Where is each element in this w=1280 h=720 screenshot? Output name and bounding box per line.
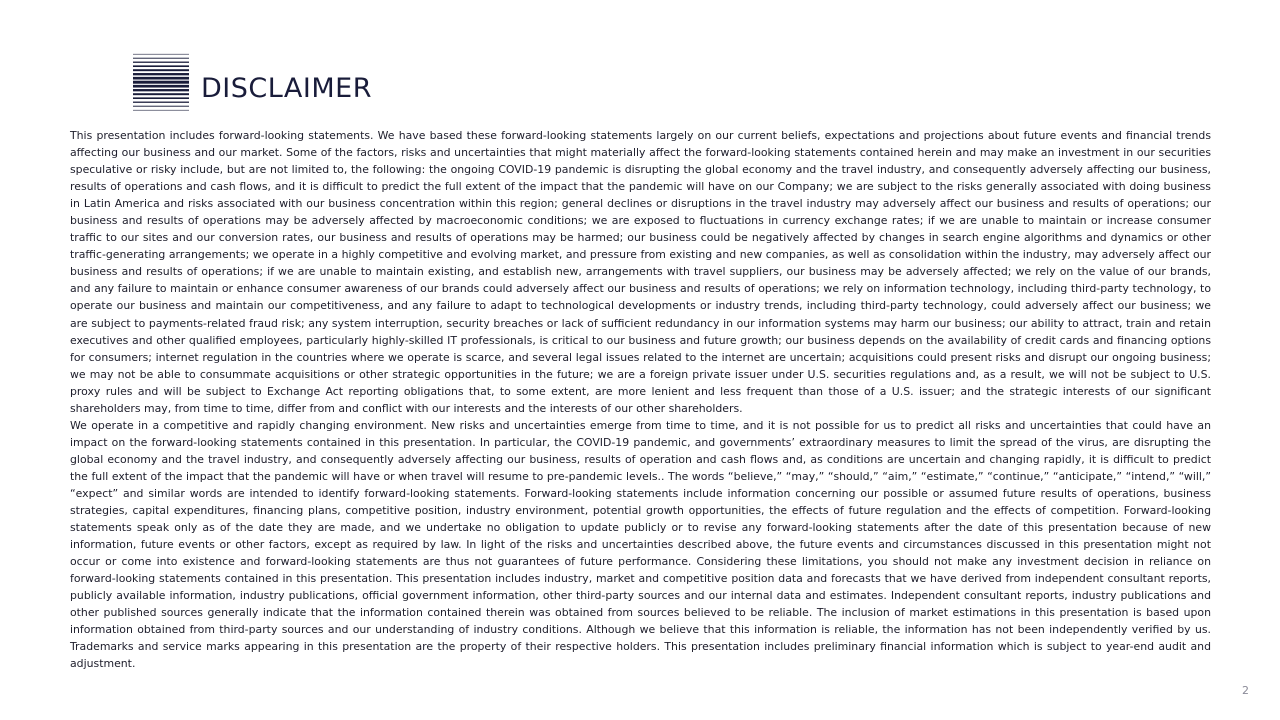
logo-stripe: [133, 73, 189, 75]
disclaimer-paragraph-1: This presentation includes forward-looking statements. We have based these forward-looking statements largely on our current beliefs, expectations and projections about future events and financial trends affecting our business and our market. Some of the factors, risks and uncertainties that might materially affect the forward-looking statements contained herein and may make an investment in our securities speculative or risky include, but are not limited to, the following: the ongoing COVID-19 pandemic is disrupting the global economy and the travel industry, and consequently adversely affecting our business, results of operations and cash flows, and it is difficult to predict the full extent of the impact that the pandemic will have on our Company; we are subject to the risks generally associated with doing business in Latin America and risks associated with our business concentration within this region; general declines or disruptions in the travel industry may adversely affect our business and results of operations; our business and results of operations may be adversely affected by macroeconomic conditions; we are exposed to fluctuations in currency exchange rates; if we are unable to maintain or increase consumer traffic to our sites and our conversion rates, our business and results of operations may be harmed; our business could be negatively affected by changes in search engine algorithms and dynamics or other traffic-generating arrangements; we operate in a highly competitive and evolving market, and pressure from existing and new companies, as well as consolidation within the industry, may adversely affect our business and results of operations; if we are unable to maintain existing, and establish new, arrangements with travel suppliers, our business may be adversely affected; we rely on the value of our brands, and any failure to maintain or enhance consumer awareness of our brands could adversely affect our business and results of operations; we rely on information technology, including third-party technology, to operate our business and maintain our competitiveness, and any failure to adapt to technological developments or industry trends, including third-party technology, could adversely affect our business; we are subject to payments-related fraud risk; any system interruption, security breaches or lack of sufficient redundancy in our information systems may harm our business; our ability to attract, train and retain executives and other qualified employees, particularly highly-skilled IT professionals, is critical to our business and future growth; our business depends on the availability of credit cards and financing options for consumers; internet regulation in the countries where we operate is scarce, and several legal issues related to the internet are uncertain; acquisitions could present risks and disrupt our ongoing business; we may not be able to consummate acquisitions or other strategic opportunities in the future; we are a foreign private issuer under U.S. securities regulations and, as a result, we will not be subject to U.S. proxy rules and will be subject to Exchange Act reporting obligations that, to some extent, are more lenient and less frequent than those of a U.S. issuer; and the strategic interests of our significant shareholders may, from time to time, differ from and conflict with our interests and the interests of our other shareholders.: [70, 129, 1211, 415]
logo-stripe: [133, 62, 189, 63]
logo-stripe: [133, 69, 189, 71]
logo-stripe: [133, 77, 189, 80]
logo-stripe: [133, 58, 189, 59]
logo-stripe: [133, 54, 189, 55]
logo-stripe: [133, 93, 189, 95]
logo-stripe: [133, 85, 189, 88]
logo-stripe: [133, 89, 189, 91]
striped-lines-logo-icon: [133, 52, 189, 112]
logo-stripe: [133, 106, 189, 107]
disclaimer-paragraph-2: We operate in a competitive and rapidly changing environment. New risks and uncertainties emerge from time to time, and it is not possible for us to predict all risks and uncertainties that could have an impact on the forward-looking statements contained in this presentation. In particular, the COVID-19 pandemic, and governments’ extraordinary measures to limit the spread of the virus, are disrupting the global economy and the travel industry, and consequently adversely affecting our business, results of operation and cash flows and, as conditions are uncertain and changing rapidly, it is difficult to predict the full extent of the impact that the pandemic will have or when travel will resume to pre-pandemic levels.. The words “believe,” “may,” “should,” “aim,” “estimate,” “continue,” “anticipate,” “intend,” “will,” “expect” and similar words are intended to identify forward-looking statements. Forward-looking statements include information concerning our possible or assumed future results of operations, business strategies, capital expenditures, financing plans, competitive position, industry environment, potential growth opportunities, the effects of future regulation and the effects of competition. Forward-looking statements speak only as of the date they are made, and we undertake no obligation to update publicly or to revise any forward-looking statements after the date of this presentation because of new information, future events or other factors, except as required by law. In light of the risks and uncertainties described above, the future events and circumstances discussed in this presentation might not occur or come into existence and forward-looking statements are thus not guarantees of future performance. Considering these limitations, you should not make any investment decision in reliance on forward-looking statements contained in this presentation. This presentation includes industry, market and competitive position data and forecasts that we have derived from independent consultant reports, publicly available information, industry publications, official government information, other third-party sources and our internal data and estimates. Independent consultant reports, industry publications and other published sources generally indicate that the information contained therein was obtained from sources believed to be reliable. The inclusion of market estimations in this presentation is based upon information obtained from third-party sources and our understanding of industry conditions. Although we believe that this information is reliable, the information has not been independently verified by us. Trademarks and service marks appearing in this presentation are the property of their respective holders. This presentation includes preliminary financial information which is subject to year-end audit and adjustment.: [70, 418, 1211, 671]
logo-stripe: [133, 81, 189, 84]
page-number: 2: [1242, 684, 1249, 697]
page-title: DISCLAIMER: [201, 73, 372, 104]
logo-stripe: [133, 110, 189, 111]
logo-stripe: [133, 97, 189, 99]
logo-stripe: [133, 65, 189, 67]
logo-stripe: [133, 102, 189, 103]
disclaimer-body: [70, 127, 1211, 673]
